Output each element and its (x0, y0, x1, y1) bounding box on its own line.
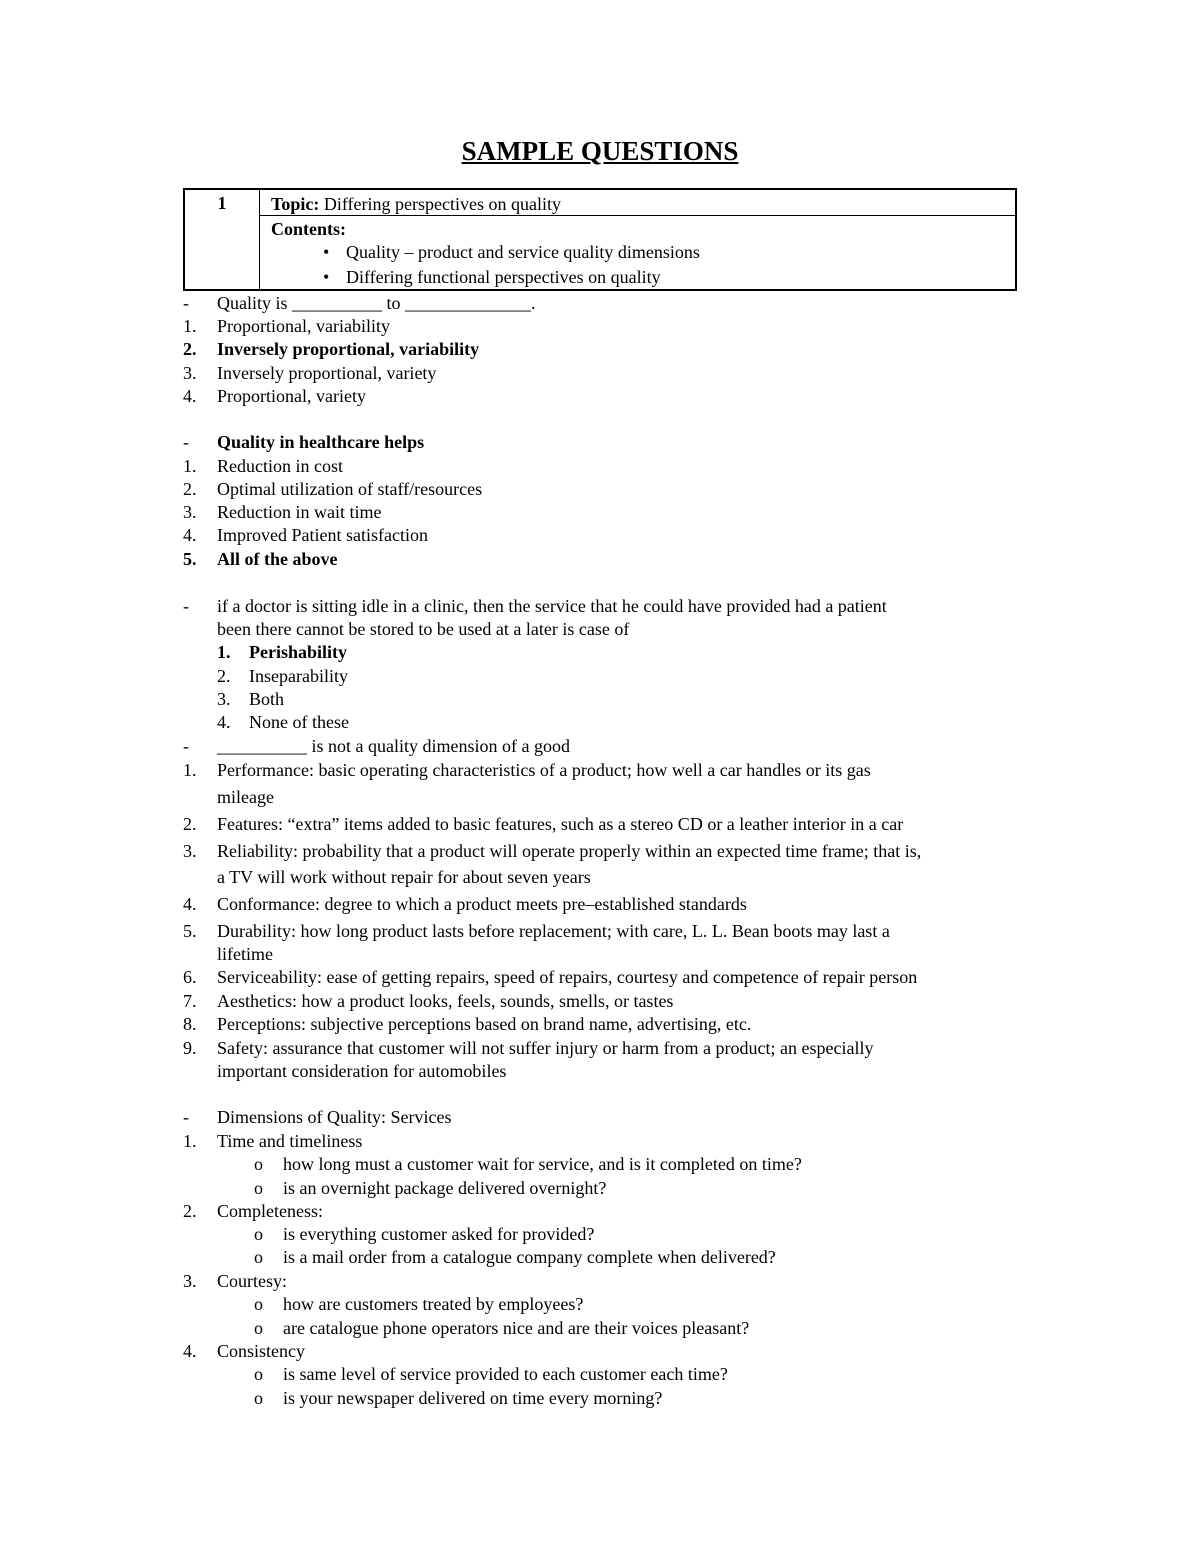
circle-bullet-icon: o (254, 1294, 263, 1314)
circle-bullet-icon: o (254, 1364, 263, 1384)
contents-bullet: • Differing functional perspectives on quality (271, 265, 1015, 290)
circle-bullet-icon: o (254, 1388, 263, 1408)
circle-bullet-icon: o (254, 1318, 263, 1338)
topic-row (260, 190, 1015, 216)
bullet-icon: • (323, 267, 330, 287)
circle-bullet-icon: o (254, 1224, 263, 1244)
topic-label: Topic: (271, 194, 320, 214)
circle-bullet-icon: o (254, 1247, 263, 1267)
topic-number: 1 (185, 190, 260, 289)
contents-label: Contents: (271, 219, 346, 239)
page-title: SAMPLE QUESTIONS (461, 136, 739, 166)
topic-text: Differing perspectives on quality (319, 194, 561, 214)
bullet-icon: • (323, 242, 330, 262)
circle-bullet-icon: o (254, 1178, 263, 1198)
contents-cell (260, 216, 1015, 289)
contents-bullet: • Quality – product and service quality dimensions (271, 240, 1015, 265)
topic-table (183, 188, 1017, 291)
circle-bullet-icon: o (254, 1154, 263, 1174)
